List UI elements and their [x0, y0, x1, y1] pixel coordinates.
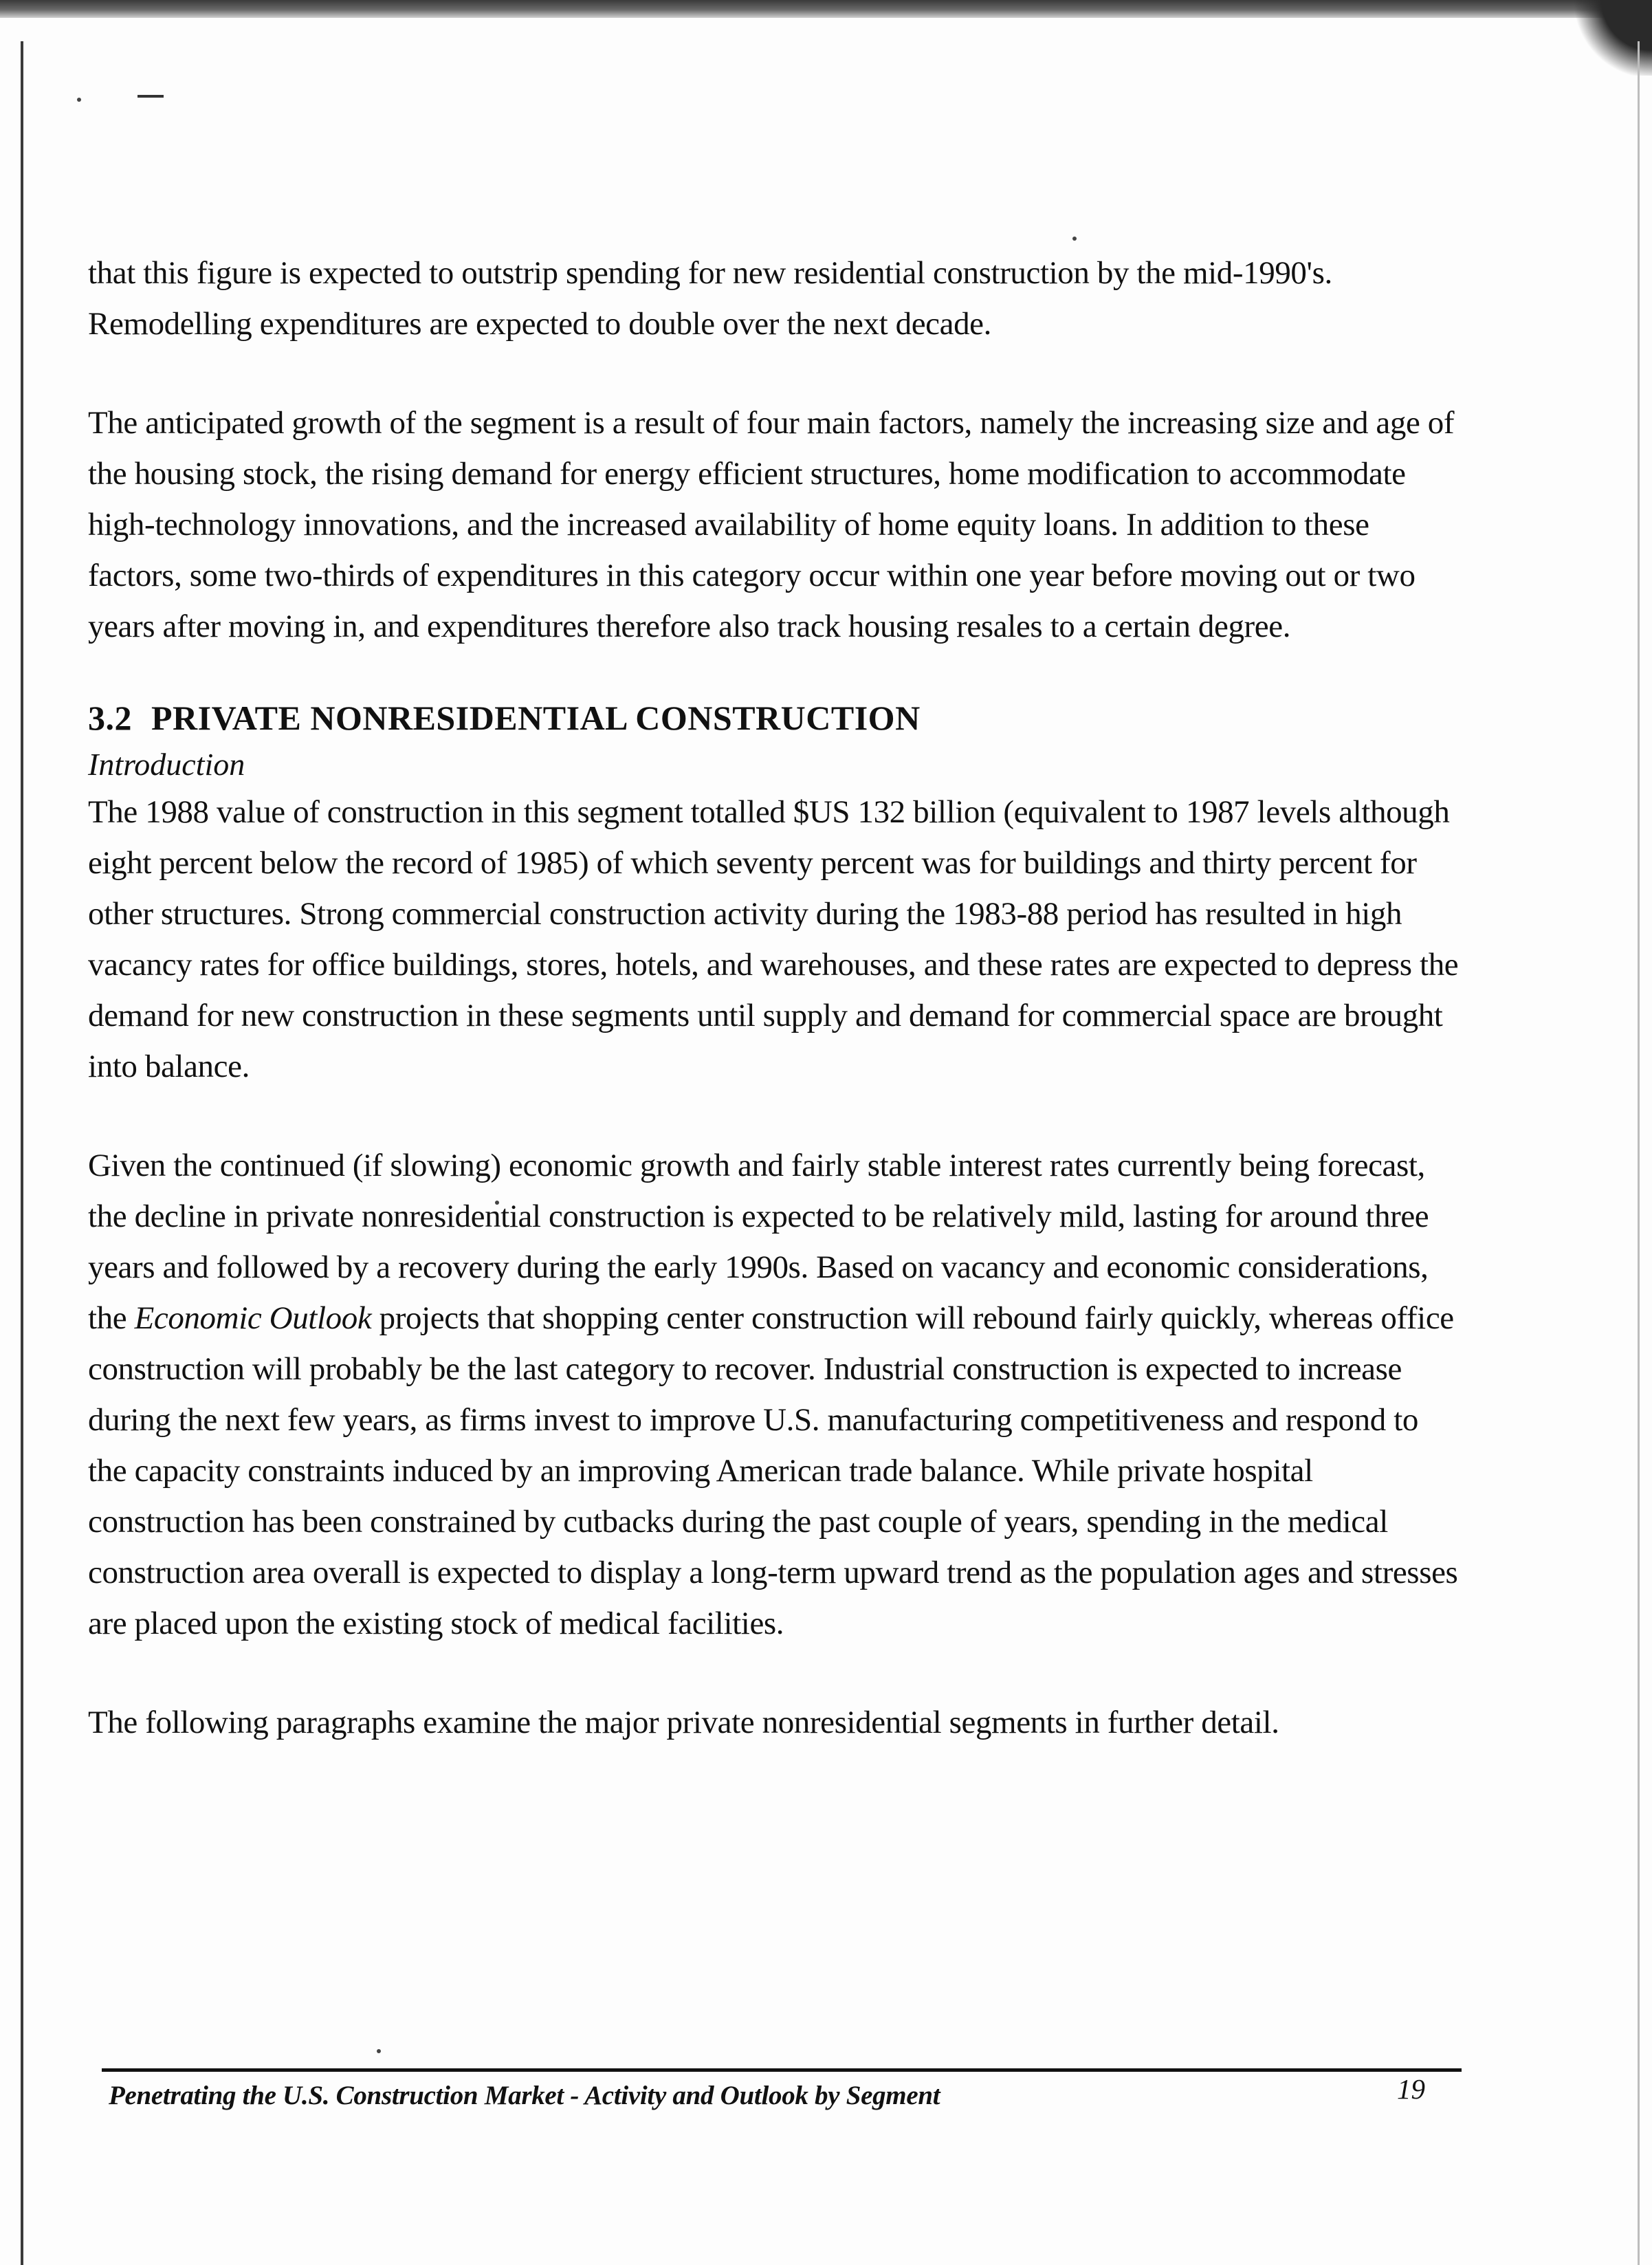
section-number: 3.2 — [88, 699, 132, 737]
paragraph-4-part-1: Given the continued (if slowing) economic growth and fairly stable interest rates currently being forecast, the decline in private nonresidential construction is expected to be relatively mild, lasting for around three years and followed by a recovery during the early 1990s. Based on vacancy and economic considerations, the — [88, 1148, 1429, 1336]
paragraph-4 — [88, 1140, 1463, 1649]
paragraph-4-part-2: projects that shopping center construction will rebound fairly quickly, whereas office construction will probably be the last category to recover. Industrial construction is expected to increase during the next few years, as firms invest to improve U.S. manufacturing competitiveness and respond to the capacity constraints induced by an improving American trade balance. While private hospital construction has been constrained by cutbacks during the past couple of years, spending in the medical construction area overall is expected to display a long-term upward trend as the population ages and stresses are placed upon the existing stock of medical facilities. — [88, 1300, 1458, 1641]
section-title: PRIVATE NONRESIDENTIAL CONSTRUCTION — [151, 699, 921, 737]
scan-corner-shadow — [1570, 0, 1652, 76]
paragraph-1: that this figure is expected to outstrip spending for new residential construction by the mid-1990's. Remodelling expenditures are expected to double over the next decade. — [88, 255, 1332, 342]
section-heading — [88, 693, 1463, 743]
scan-speck — [1072, 237, 1077, 241]
scan-speck — [77, 98, 81, 102]
scan-border-right — [1638, 41, 1640, 2265]
page-number: 19 — [1397, 2073, 1425, 2105]
subheading: Introduction — [88, 747, 245, 782]
scan-speck — [377, 2049, 381, 2053]
paragraph-3: The 1988 value of construction in this segment totalled $US 132 billion (equivalent to 1987 levels although eight percent below the record of 1985) of which seventy percent was for buildings and thirty percent for other structures. Strong commercial construction activity during the 1983-88 period has resulted in high vacancy rates for office buildings, stores, hotels, and warehouses, and these rates are expected to depress the demand for new construction in these segments until supply and demand for commercial space are brought into balance. — [88, 794, 1459, 1084]
paragraph-5: The following paragraphs examine the major private nonresidential segments in further detail. — [88, 1705, 1279, 1740]
scan-border-top — [0, 0, 1652, 18]
footer-rule — [102, 2068, 1462, 2072]
scan-border-left — [21, 41, 23, 2265]
scan-mark — [137, 95, 164, 98]
publication-title: Economic Outlook — [134, 1300, 372, 1336]
paragraph-2: The anticipated growth of the segment is a result of four main factors, namely the increasing size and age of the housing stock, the rising demand for energy efficient structures, home modification to accommodate high-technology innovations, and the increased availability of home equity loans. In addition to these factors, some two-thirds of expenditures in this category occur within one year before moving out or two years after moving in, and expenditures therefore also track housing resales to a certain degree. — [88, 405, 1455, 644]
main-text — [88, 248, 1463, 1748]
footer-title: Penetrating the U.S. Construction Market - Activity and Outlook by Segment — [109, 2081, 940, 2110]
